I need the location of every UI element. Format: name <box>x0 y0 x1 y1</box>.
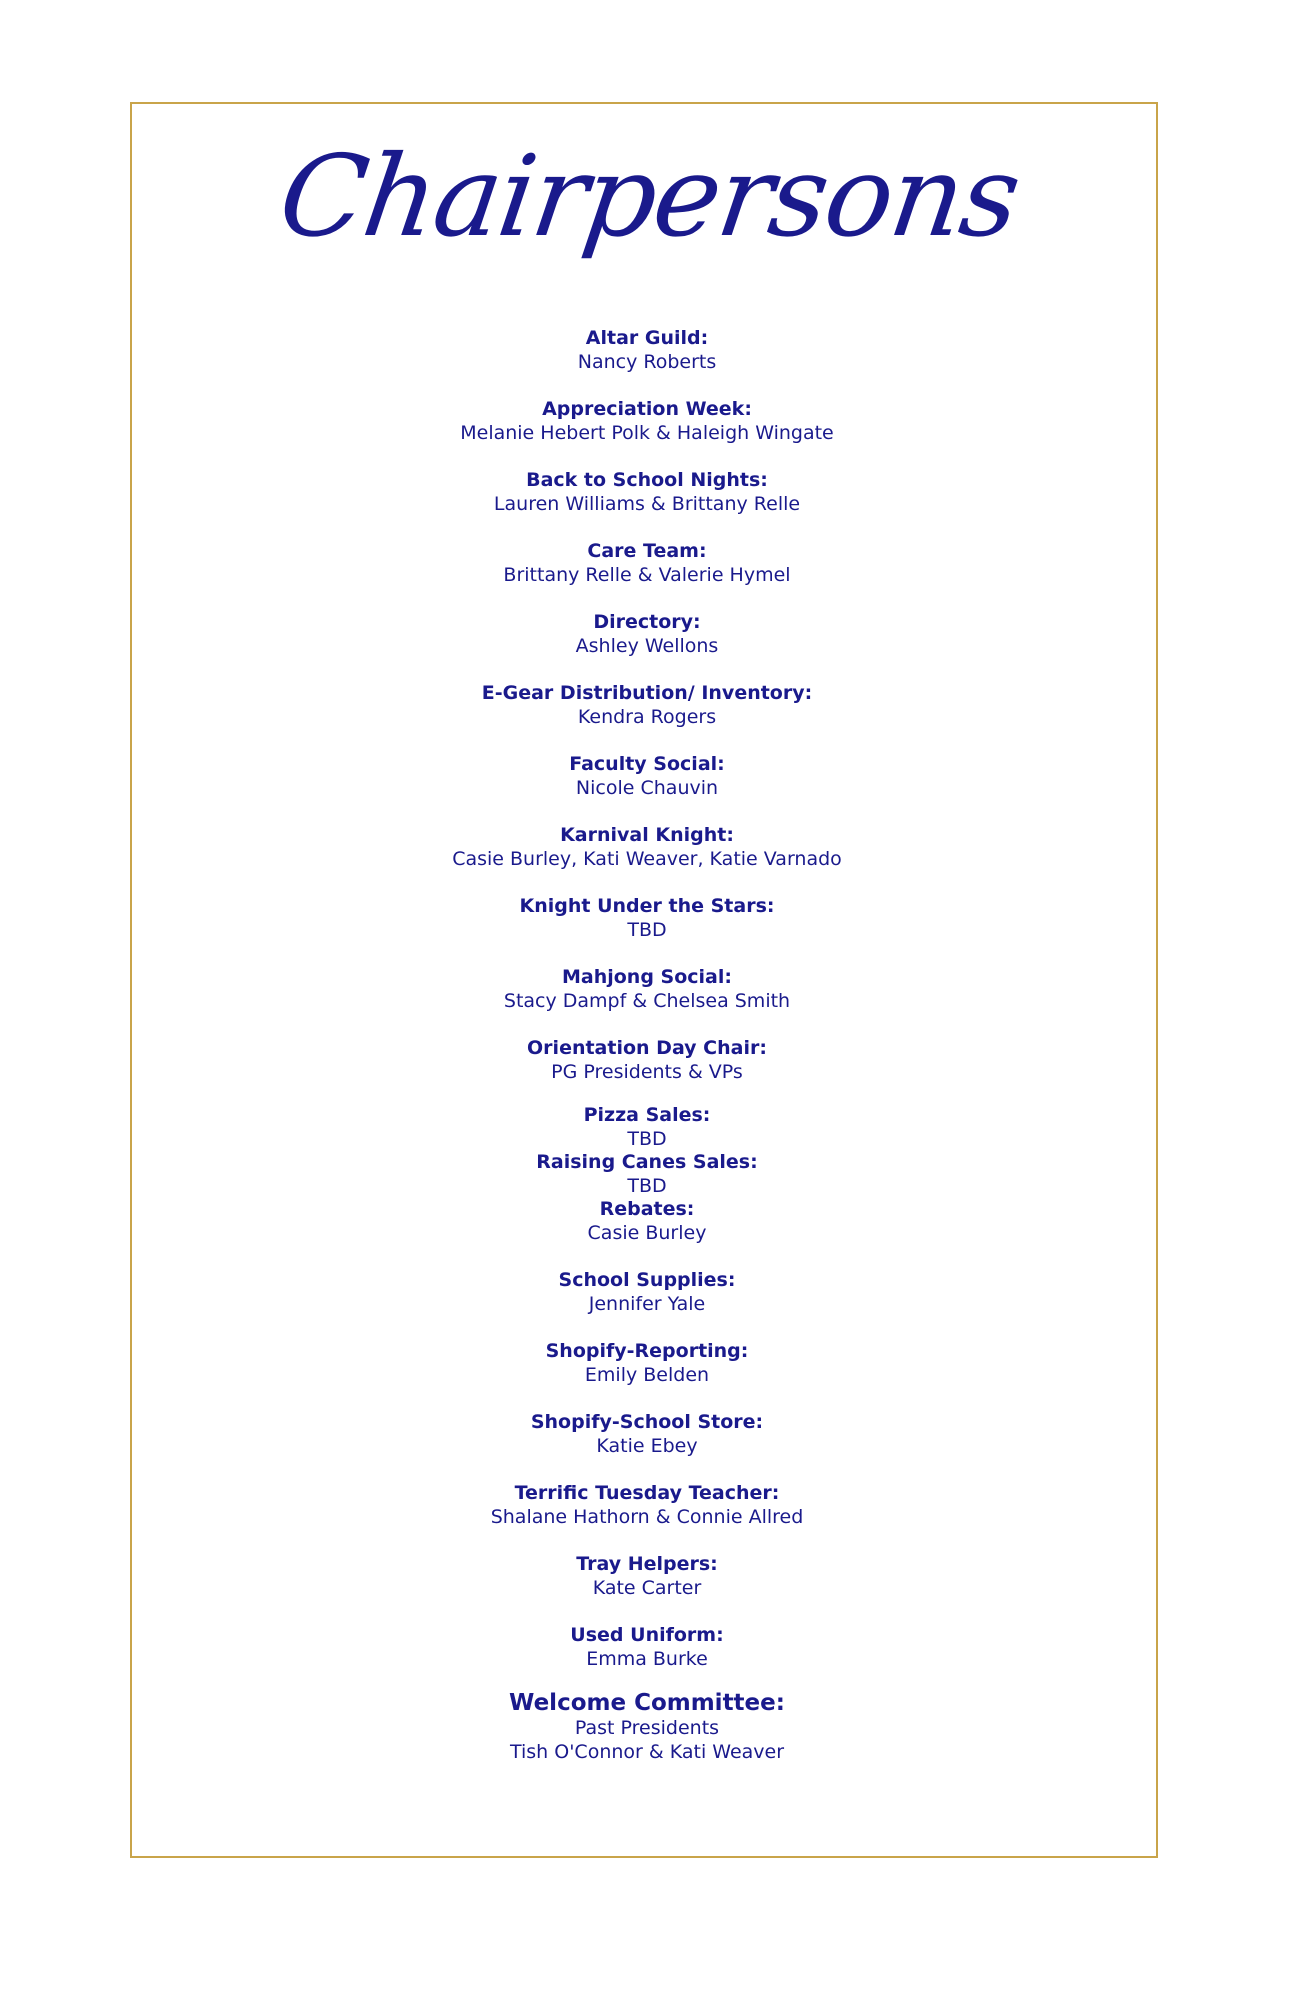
chair-name: Jennifer Yale <box>588 1293 706 1315</box>
chair-role: Pizza Sales: <box>583 1104 711 1126</box>
chair-role: Mahjong Social: <box>561 966 732 988</box>
chair-name: Kendra Rogers <box>577 706 717 728</box>
chair-name: Melanie Hebert Polk & Haleigh Wingate <box>460 422 834 444</box>
chair-role: Back to School Nights: <box>526 469 768 491</box>
chair-entry <box>0 539 1294 587</box>
chair-name: Shalane Hathorn & Connie Allred <box>490 1506 804 1528</box>
chair-name: Ashley Wellons <box>575 635 719 657</box>
chair-role: Altar Guild: <box>585 327 709 349</box>
chair-entry <box>0 1268 1294 1316</box>
chair-entry <box>0 1150 1294 1198</box>
chair-role: Care Team: <box>587 540 707 562</box>
chair-entry <box>0 397 1294 445</box>
chair-role: Knight Under the Stars: <box>519 895 775 917</box>
chair-role: Shopify-School Store: <box>530 1411 764 1433</box>
chair-name: Past Presidents <box>574 1717 720 1739</box>
chair-role: Welcome Committee: <box>509 1690 785 1716</box>
chair-role: School Supplies: <box>558 1269 736 1291</box>
chair-entry <box>0 1339 1294 1387</box>
chair-role: Rebates: <box>599 1198 695 1220</box>
chair-name: Kate Carter <box>592 1577 702 1599</box>
chair-role: Shopify-Reporting: <box>545 1340 749 1362</box>
chair-role: Karnival Knight: <box>560 824 734 846</box>
chair-name: Casie Burley, Kati Weaver, Katie Varnado <box>452 848 842 870</box>
chair-name: Emily Belden <box>584 1364 710 1386</box>
chair-entry <box>0 823 1294 871</box>
chair-entry <box>0 1103 1294 1151</box>
chair-name: Nancy Roberts <box>577 351 717 373</box>
chair-entry <box>0 326 1294 374</box>
chair-name: Lauren Williams & Brittany Relle <box>493 493 801 515</box>
chair-name: Casie Burley <box>587 1222 707 1244</box>
chair-role: E-Gear Distribution/ Inventory: <box>481 682 813 704</box>
chair-role: Directory: <box>593 611 701 633</box>
chair-role: Appreciation Week: <box>542 398 752 420</box>
chair-name: TBD <box>627 919 667 941</box>
chair-role: Faculty Social: <box>569 753 725 775</box>
chair-role: Used Uniform: <box>570 1624 724 1646</box>
chair-name: PG Presidents & VPs <box>551 1061 743 1083</box>
chair-entry <box>0 1481 1294 1529</box>
chair-entry <box>0 894 1294 942</box>
chair-entry <box>0 752 1294 800</box>
chair-entry <box>0 1623 1294 1671</box>
chair-entry <box>0 1197 1294 1245</box>
chair-role: Tray Helpers: <box>576 1553 718 1575</box>
chair-name: Emma Burke <box>586 1648 708 1670</box>
chair-entry <box>0 1036 1294 1084</box>
chair-entry <box>0 1690 1294 1764</box>
chair-entry <box>0 1410 1294 1458</box>
chair-entry <box>0 468 1294 516</box>
chair-name: Katie Ebey <box>596 1435 698 1457</box>
chair-name: Nicole Chauvin <box>575 777 719 799</box>
chair-entry <box>0 610 1294 658</box>
chair-name: Brittany Relle & Valerie Hymel <box>503 564 791 586</box>
chair-entry <box>0 1552 1294 1600</box>
chair-entry <box>0 965 1294 1013</box>
chair-role: Orientation Day Chair: <box>527 1037 767 1059</box>
chair-name: TBD <box>627 1175 667 1197</box>
chair-entry <box>0 681 1294 729</box>
chair-role: Raising Canes Sales: <box>536 1151 758 1173</box>
chair-name: Tish O'Connor & Kati Weaver <box>509 1741 785 1763</box>
page-title: Chairpersons <box>271 132 1027 262</box>
chair-name: TBD <box>627 1128 667 1150</box>
chair-role: Terrific Tuesday Teacher: <box>514 1482 780 1504</box>
chair-name: Stacy Dampf & Chelsea Smith <box>503 990 791 1012</box>
